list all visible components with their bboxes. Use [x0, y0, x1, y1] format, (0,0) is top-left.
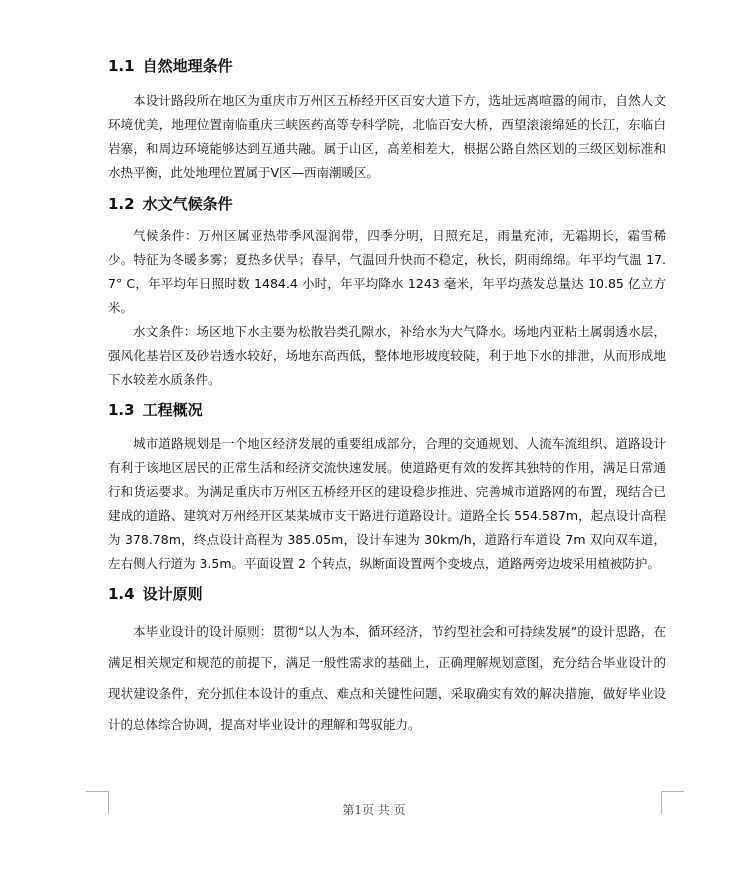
paragraph: 本设计路段所在地区为重庆市万州区五桥经开区百安大道下方，选址远离喧嚣的闹市，自然人文环境优美，地理位置南临重庆三峡医药高等专科学院，北临百安大桥，西望滚滚绵延的长江，东临白岩寨，和周边环境能够达到互通共融。属于山区，高差相差大，根据公路自然区划的三级区划标准和水热平衡，此处地理位置属于Ⅴ区—西南潮暖区。	[108, 93, 666, 180]
paragraph: 城市道路规划是一个地区经济发展的重要组成部分，合理的交通规划、人流车流组织、道路设计有利于该地区居民的正常生活和经济交流快速发展。使道路更有效的发挥其独特的作用，满足日常通行和货运要求。为满足重庆市万州区五桥经开区的建设稳步推进、完善城市道路网的布置，现结合已建成的道路、建筑对万州经开区某某城市支干路进行道路设计。道路全长 554.587m，起点设计高程为 378.78m，终点设计高程为 385.05m，设计车速为 30km/h，道路行车道设 7m 双向双车道，左右侧人行道为 3.5m。平面设置 2 个转点，纵断面设置两个变坡点，道路两旁边坡采用植被防护。	[108, 436, 666, 571]
section-title: 工程概况	[142, 401, 203, 419]
section-heading-1-1	[108, 54, 666, 78]
section-number: 1.3	[108, 401, 135, 419]
section-heading-1-4	[108, 582, 666, 606]
document-body	[108, 52, 666, 740]
section-title: 自然地理条件	[142, 57, 233, 75]
page-footer: 第1页 共 页	[342, 803, 406, 817]
section-number: 1.1	[108, 57, 135, 75]
section-heading-1-3	[108, 398, 666, 422]
section-number: 1.4	[108, 585, 135, 603]
section-number: 1.2	[108, 195, 135, 213]
paragraph: 气候条件：万州区属亚热带季风湿润带，四季分明，日照充足，雨量充沛，无霜期长，霜雪稀少。特征为冬暖多雾；夏热多伏旱；春早，气温回升快而不稳定，秋长，阴雨绵绵。年平均气温 17.7° C，年平均年日照时数 1484.4 小时，年平均降水 1243 毫米，年平均蒸发总量达 10.85 亿立方米。	[108, 228, 666, 315]
paragraph: 水文条件：场区地下水主要为松散岩类孔隙水，补给水为大气降水。场地内亚粘土属弱透水层，强风化基岩区及砂岩透水较好，场地东高西低，整体地形坡度较陡，利于地下水的排泄，从而形成地下水较差水质条件。	[108, 324, 666, 387]
paragraph: 本毕业设计的设计原则：贯彻“以人为本，循环经济，节约型社会和可持续发展”的设计思路，在满足相关规定和规范的前提下，满足一般性需求的基础上，正确理解规划意图，充分结合毕业设计的现状建设条件，充分抓住本设计的重点、难点和关键性问题，采取确实有效的解决措施，做好毕业设计的总体综合协调，提高对毕业设计的理解和驾驭能力。	[108, 624, 666, 732]
section-title: 设计原则	[142, 585, 203, 603]
section-heading-1-2	[108, 192, 666, 216]
section-title: 水文气候条件	[142, 195, 233, 213]
